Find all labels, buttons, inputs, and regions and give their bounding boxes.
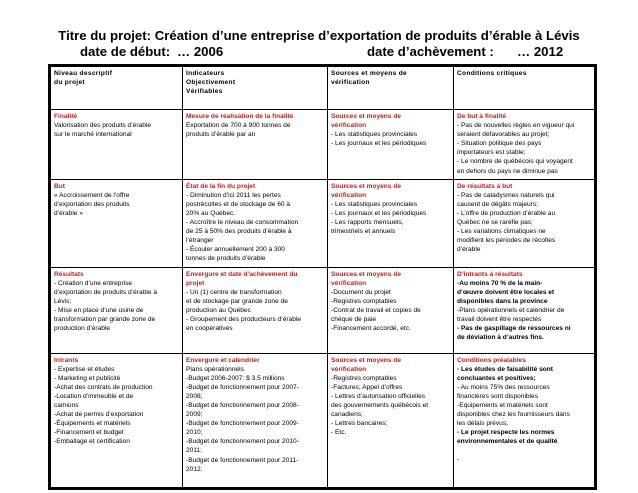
start-date-label: date de début: [80, 44, 171, 59]
header-cell: Conditions critiques [454, 66, 596, 110]
table-cell: État de la fin du projet - Diminution d’ici 2011 les pertes postrécoltes et de stockage de 60 à 20% au Québec. - Accroître le niveau de consommation de 25 à 50% des produits d’érable à l’étranger - Écouler annuellement 200 à 300 tonnes de produits d’érable [183, 179, 328, 267]
table-cell: Sources et moyens de vérification -Document du projet -Registres comptables -Contrat de travail et copies de chèque de paie -Financement accordé, etc. [328, 267, 454, 353]
table-row [50, 179, 596, 267]
start-date-value: … 2006 [177, 44, 224, 59]
table-cell: Finalité Valorisation des produits d’érable sur le marché international [50, 110, 183, 180]
table-cell: Envergure et date d’achèvement du projet - Un (1) centre de transformation et de stockage par grande zone de production au Québec - Groupement des producteurs d’érable en coopératives [183, 267, 328, 353]
table-cell: De but à finalité - Pas de nouvelles règles en vigueur qui seraient défavorables au projet; - Situation politique des pays importateurs est stable; - Le nombre de québécois qui voyagent en dehors du pays ne diminue pas [454, 110, 596, 180]
end-date-value: … 2012 [517, 44, 564, 59]
table-cell: But « Accroissement de l’offre d’exportation des produits d’érable » [50, 179, 183, 267]
table-cell: Conditions préalables - Les études de faisabilité sont concluantes et positives; - Au moins 75% des ressources financières sont disponibles -Equipements et matériels sont disponibles chez les fournisseurs dans les délais prévus; - Le projet respecte les normes environnementales et de qualité - [454, 353, 596, 488]
logical-framework-table [48, 64, 597, 490]
table-cell: Sources et moyens de vérification - Les statistiques provinciales - Les journaux et les périodiques - Les rapports mensuels, trimestriels et annuels [328, 179, 454, 267]
table-cell: Envergure et calendrier Plans opérationnels -Budget 2006-2007: $ 3.5 millions -Budget de fonctionnement pour 2007- 2008; -Budget de fonctionnement pour 2008- 2009; -Budget de fonctionnement pour 2009- 2010; -Budget de fonctionnement pour 2010- 2011; -Budget de fonctionnement pour 2011- 2012. [183, 353, 328, 488]
end-date-label: date d’achèvement : [367, 44, 494, 59]
header-cell: Niveau descriptif du projet [50, 66, 183, 110]
table-row [50, 353, 596, 488]
table-cell: Résultats - Création d’une entreprise d’exportation de produits d’érable à Lévis; - Mise en place d’une usine de transformation par grande zone de production d’érable [50, 267, 183, 353]
table-row [50, 267, 596, 353]
table-row [50, 110, 596, 180]
table-cell: Sources et moyens de vérification - Les statistiques provinciales - Les journaux et les périodiques [328, 110, 454, 180]
header-cell: Indicateurs Objectivement Vérifiables [183, 66, 328, 110]
project-title: Titre du projet: Création d’une entreprise d’exportation de produits d’érable à Lévis [58, 28, 580, 43]
header-cell: Sources et moyens de vérification [328, 66, 454, 110]
table-cell: De résultats à but - Pas de catadysmes naturels qui causent de dégâts majeurs; - L’offre de production d’érable au Québec ne se raréfie pas; - Les variations climatiques ne modifient les périodes de récoltes d’érable [454, 179, 596, 267]
table-header-row [50, 66, 596, 110]
table-cell: Mesure de réalisation de la finalité Exportation de 700 à 900 tonnes de produits d’érable par an [183, 110, 328, 180]
table-cell: Intrants - Expertise et études - Marketing et publicité -Achat des contrats de production -Location d’immeuble et de camions -Achat de permis d’exportation -Équipements et matériels -Financement et budget -Emballage et certification [50, 353, 183, 488]
table-cell: Sources et moyens de vérification -Registres comptables -Factures; Appel d’offres - Lettres d’autorisation officielles des gouvernements québécois et canadiens; - Lettres bancaires; - Etc. [328, 353, 454, 488]
table-cell: D’intrants à résultats -Au moins 70 % de la main- d’œuvre doivent être locales et disponibles dans la province -Plans opérationnels et calendrier de travail doivent être respectés - Pas de gaspillage de ressources ni de déviation à d’autres fins. [454, 267, 596, 353]
